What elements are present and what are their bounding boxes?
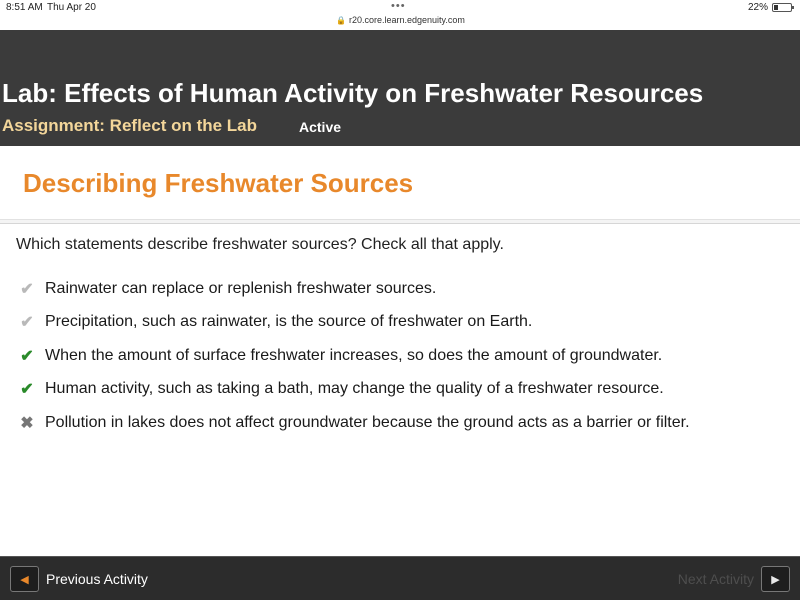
lock-icon: 🔒 bbox=[336, 16, 346, 25]
right-arrow-icon[interactable]: ▶ bbox=[761, 566, 790, 592]
answer-text: Human activity, such as taking a bath, may change the quality of a freshwater resource. bbox=[45, 380, 664, 398]
answer-option[interactable] bbox=[18, 306, 690, 340]
question-prompt: Which statements describe freshwater sources? Check all that apply. bbox=[16, 236, 504, 253]
url-text: r20.core.learn.edgenuity.com bbox=[348, 15, 465, 25]
answer-option[interactable] bbox=[18, 339, 690, 373]
green-check-icon: ✔ bbox=[20, 381, 34, 399]
x-icon: ✖ bbox=[20, 414, 34, 432]
answer-option[interactable] bbox=[18, 406, 690, 440]
next-activity-label[interactable]: Next Activity bbox=[677, 571, 754, 587]
assignment-label: Assignment: Reflect on the Lab bbox=[2, 116, 258, 135]
previous-activity-button[interactable] bbox=[10, 566, 148, 592]
answer-text: When the amount of surface freshwater increases, so does the amount of groundwater. bbox=[45, 346, 663, 364]
battery-percent: 22% bbox=[747, 2, 768, 13]
address-bar[interactable] bbox=[336, 15, 465, 25]
answer-option[interactable] bbox=[18, 373, 690, 407]
next-activity-button[interactable] bbox=[678, 566, 790, 592]
answer-text: Precipitation, such as rainwater, is the source of freshwater on Earth. bbox=[45, 313, 533, 331]
answer-list bbox=[18, 272, 690, 440]
lab-title: Lab: Effects of Human Activity on Freshwater Resources bbox=[2, 78, 704, 108]
left-arrow-icon[interactable]: ◀ bbox=[10, 566, 39, 592]
status-right bbox=[748, 2, 792, 13]
status-label: Active bbox=[299, 119, 342, 135]
battery-icon bbox=[772, 3, 792, 12]
answer-text: Pollution in lakes does not affect groundwater because the ground acts as a barrier or filter. bbox=[45, 413, 690, 431]
status-date: Thu Apr 20 bbox=[47, 2, 96, 13]
status-bar bbox=[0, 0, 800, 30]
lesson-header bbox=[0, 30, 800, 146]
answer-option[interactable] bbox=[18, 272, 690, 306]
gray-check-icon: ✔ bbox=[20, 280, 34, 298]
previous-activity-label[interactable]: Previous Activity bbox=[46, 571, 148, 587]
gray-check-icon: ✔ bbox=[20, 314, 34, 332]
section-band bbox=[0, 146, 800, 224]
section-title: Describing Freshwater Sources bbox=[23, 168, 414, 198]
section-card bbox=[0, 146, 800, 220]
status-time: 8:51 AM bbox=[6, 2, 43, 13]
answer-text: Rainwater can replace or replenish freshwater sources. bbox=[45, 279, 437, 297]
activity-nav bbox=[0, 556, 800, 600]
more-dots-icon[interactable]: ••• bbox=[391, 0, 406, 12]
green-check-icon: ✔ bbox=[20, 347, 34, 365]
